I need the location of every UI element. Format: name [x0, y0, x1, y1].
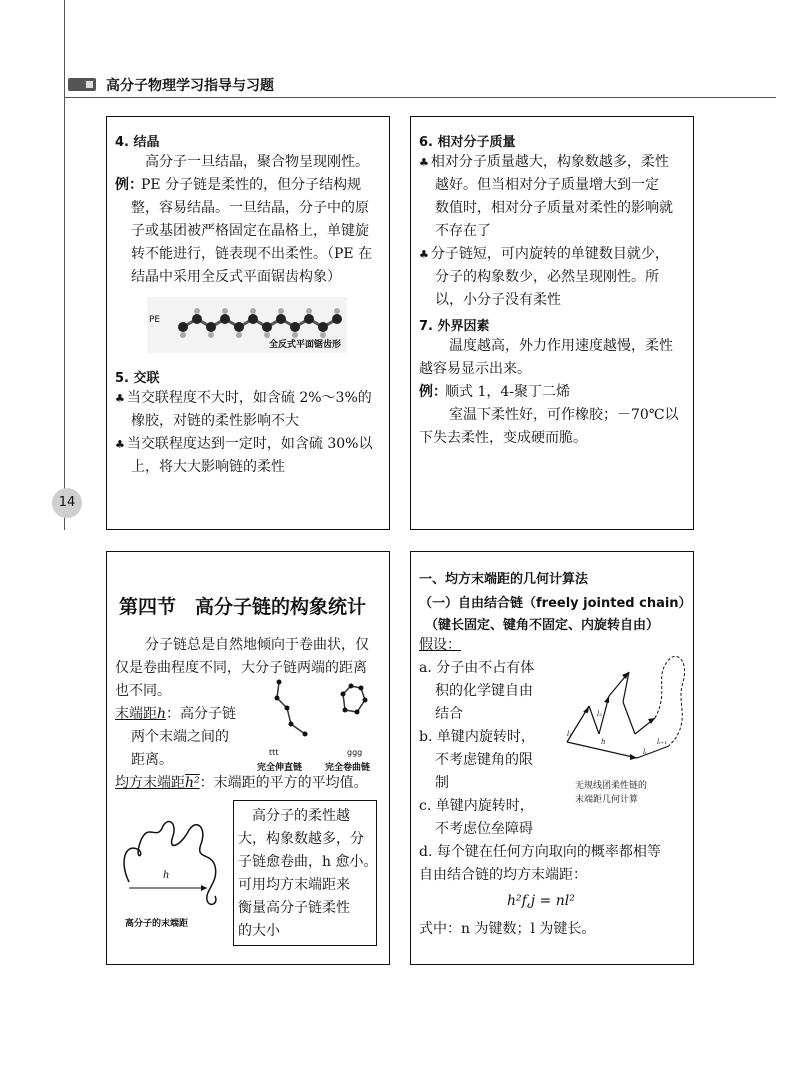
formula-explanation: 式中：n 为键数；l 为键长。	[419, 921, 596, 937]
panel-molecular-weight	[410, 116, 694, 530]
label-h: h	[601, 738, 606, 746]
pe-caption: 全反式平面锯齿形	[269, 340, 342, 350]
label-l1: l₁	[567, 730, 573, 738]
formula: h²f,j = nl²	[507, 893, 575, 909]
bullet-line: 以，小分子没有柔性	[435, 292, 561, 308]
example-text: 顺式 1，4-聚丁二烯	[445, 384, 570, 400]
h-label: h	[163, 870, 170, 881]
assumption-a: 积的化学键自由	[435, 683, 533, 699]
example-line: 子或基团被严格固定在晶格上，单键旋	[131, 223, 369, 239]
assumption-b: 不考虑键角的限	[435, 752, 533, 768]
heading-external-factors: 7. 外界因素	[419, 319, 490, 334]
example-line: 转不能进行，链表现不出柔性。（PE 在	[131, 246, 373, 262]
end-to-end-caption: 高分子的末端距	[125, 919, 189, 929]
bullet-line: ♣ 当交联程度不大时，如含硫 2%～3%的	[115, 390, 372, 406]
subheading-freely-jointed: （一）自由结合链（freely jointed chain）	[419, 596, 692, 611]
bullet-icon: ♣	[419, 248, 429, 261]
example-label: 例：	[115, 177, 143, 193]
example-label: 例：	[419, 384, 447, 400]
bullet-line: 橡胶，对链的柔性影响不大	[131, 413, 299, 429]
para-line: 下失去柔性，变成硬而脆。	[419, 430, 587, 446]
bullet-line: 越好。但当相对分子质量增大到一定	[435, 177, 659, 193]
definition-line: 两个末端之间的	[131, 729, 229, 745]
heading-crystallization: 4. 结晶	[115, 135, 160, 150]
assumption-d: d. 每个键在任何方向取向的概率都相等	[419, 844, 661, 860]
label-l2: l₂	[597, 710, 603, 718]
heading-geometric-method: 一、均方末端距的几何计算法	[419, 572, 589, 587]
assumption-c: c. 单键内旋转时，	[419, 798, 534, 814]
assumption-a: 结合	[435, 706, 463, 722]
coiled-chain-caption: 完全卷曲链	[325, 763, 371, 773]
flexibility-note-box	[233, 800, 377, 946]
note-line: 的大小	[238, 923, 280, 939]
heading-crosslink: 5. 交联	[115, 371, 160, 386]
panel-geometric-method	[410, 551, 694, 965]
end-to-end-figure	[115, 812, 225, 912]
bullet-line: ♣ 当交联程度达到一定时，如含硫 30%以	[115, 436, 373, 452]
note-line: 衡量高分子链柔性	[238, 900, 350, 916]
random-coil-vector-figure	[559, 642, 689, 772]
page-number: 14	[52, 488, 82, 518]
note-line: 大，构象数越多，分	[238, 831, 364, 847]
header-badge-icon	[68, 78, 96, 91]
note-line: 高分子的柔性越	[252, 808, 350, 824]
note-line: 子链愈卷曲，h 愈小。	[238, 854, 378, 870]
para-line: 室温下柔性好，可作橡胶；－70℃以	[449, 407, 679, 423]
label-li1: lᵢ₊₁	[657, 738, 668, 746]
bullet-line: 数值时，相对分子质量对柔性的影响就	[435, 200, 673, 216]
chain-conformation-figure	[257, 676, 387, 744]
bullet-line: ♣ 分子链短，可内旋转的单键数目就少，	[419, 246, 669, 262]
pe-label: PE	[149, 315, 161, 325]
example-line: 整，容易结晶。一旦结晶，分子中的原	[131, 200, 369, 216]
assumption-b: 制	[435, 775, 449, 791]
panel-conformation-statistics	[106, 551, 390, 965]
figure-caption: 末端距几何计算	[575, 795, 639, 805]
note-line: 可用均方末端距来	[238, 877, 350, 893]
para-line: 越容易显示出来。	[419, 361, 531, 377]
bullet-icon: ♣	[115, 438, 125, 451]
result-line: 自由结合链的均方末端距：	[419, 867, 587, 883]
bullet-line: ♣ 相对分子质量越大，构象数越多，柔性	[419, 154, 669, 170]
bullet-line: 分子的构象数少，必然呈现刚性。所	[435, 269, 659, 285]
ttt-label: ttt	[269, 748, 279, 757]
bullet-line: 不存在了	[435, 223, 491, 239]
para-line: 分子链总是自然地倾向于卷曲状，仅	[145, 637, 369, 653]
para-line: 也不同。	[115, 683, 171, 699]
assumption-c: 不考虑位垒障碍	[435, 821, 533, 837]
para-line: 仅是卷曲程度不同，大分子链两端的距离	[115, 660, 367, 676]
assumption-a: a. 分子由不占有体	[419, 660, 535, 676]
section-title: 第四节 高分子链的构象统计	[119, 596, 367, 618]
heading-molecular-weight: 6. 相对分子质量	[419, 135, 516, 150]
para-crystallization: 高分子一旦结晶，聚合物呈现刚性。	[145, 154, 369, 170]
figure-caption: 无规线团柔性链的	[575, 781, 648, 791]
bullet-line: 上，将大大影响链的柔性	[131, 459, 285, 475]
header-rule	[64, 97, 776, 98]
margin-line	[64, 0, 65, 530]
definition-mean-square: 均方末端距h²：末端距的平方的平均值。	[115, 775, 368, 791]
running-header: 高分子物理学习指导与习题	[106, 78, 274, 94]
bullet-icon: ♣	[419, 156, 429, 169]
example-line: PE 分子链是柔性的，但分子结构规	[141, 177, 362, 193]
assumptions-label: 假设：	[419, 637, 461, 653]
assumption-b: b. 单键内旋转时，	[419, 729, 535, 745]
subheading-conditions: （键长固定、键角不固定、内旋转自由）	[425, 618, 660, 633]
label-li: lᵢ	[643, 748, 647, 756]
panel-crystallization	[106, 116, 390, 530]
definition-end-distance: 末端距h：高分子链	[115, 706, 237, 722]
para-line: 温度越高，外力作用速度越慢，柔性	[449, 338, 673, 354]
definition-line: 距离。	[131, 752, 173, 768]
ggg-label: ggg	[347, 748, 363, 757]
example-line: 结晶中采用全反式平面锯齿构象）	[131, 269, 341, 285]
bullet-icon: ♣	[115, 392, 125, 405]
stretched-chain-caption: 完全伸直链	[257, 763, 303, 773]
